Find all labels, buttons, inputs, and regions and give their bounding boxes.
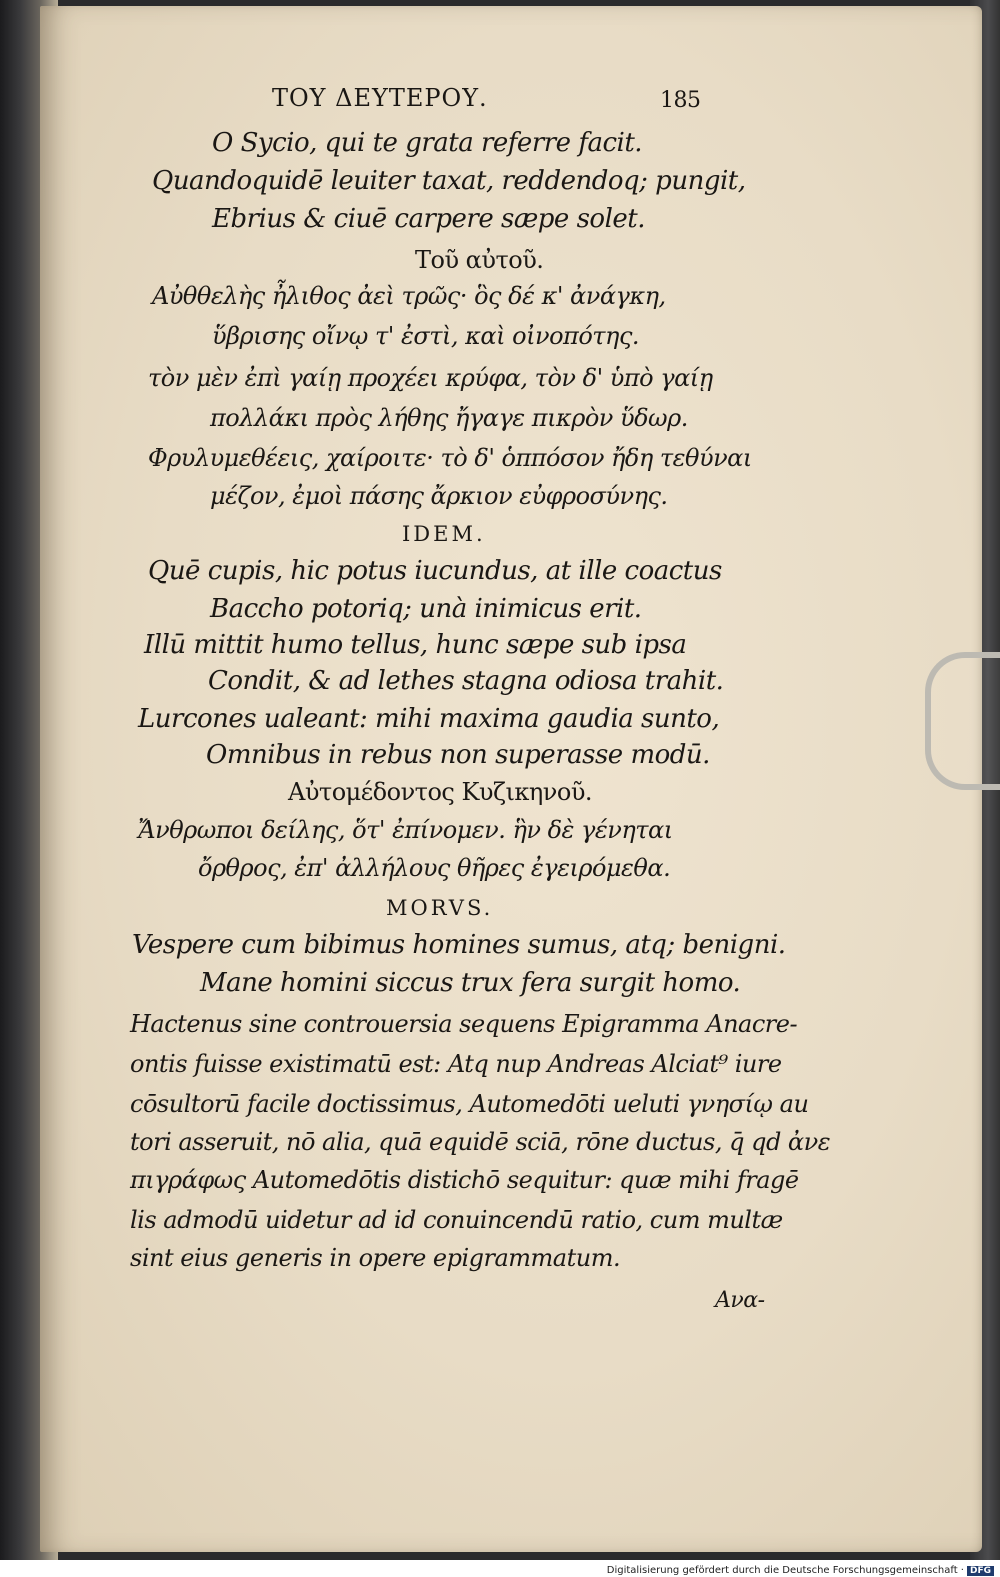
text-line: Omnibus in rebus non superasse modū. [206, 740, 710, 770]
text-line: ontis fuisse existimatū est: Atq nup Andreas Alciat⁹ iure [130, 1050, 782, 1078]
text-line: τὸν μὲν ἐπὶ γαίῃ προχέει κρύφα, τὸν δ' ὑπὸ γαίῃ [148, 364, 713, 392]
text-line: Baccho potoriq; unà inimicus erit. [210, 594, 642, 624]
book-page [40, 6, 982, 1552]
text-line: Mane homini siccus trux fera surgit homo. [200, 968, 741, 998]
text-line: πολλάκι πρὸς λήθης ἤγαγε πικρὸν ὕδωρ. [210, 404, 688, 432]
section-heading: Τοῦ αὐτοῦ. [415, 246, 544, 274]
text-line: tori asseruit, nō alia, quā equidē sciā, rōne ductus, q̄ qd ἀνε [130, 1128, 831, 1156]
text-line: Illū mittit humo tellus, hunc sæpe sub ipsa [144, 630, 687, 660]
section-heading: MORVS. [386, 896, 494, 920]
running-head: ΤΟΥ ΔΕΥΤΕΡΟΥ. [272, 84, 488, 112]
catchword: Ανα- [715, 1288, 765, 1313]
text-line: Ἄνθρωποι δείλης, ὅτ' ἐπίνομεν. ἣν δὲ γένηται [138, 816, 673, 844]
text-line: Quandoquidē leuiter taxat, reddendoq; pungit, [152, 166, 746, 196]
text-line: ὕβρισης οἴνῳ τ' ἐστὶ, καὶ οἰνοπότης. [212, 322, 640, 350]
text-line: O Sycio, qui te grata referre facit. [212, 128, 643, 158]
text-line: cōsultorū facile doctissimus, Automedōti ueluti γνησίῳ au [130, 1090, 809, 1118]
page-number: 185 [660, 88, 701, 113]
text-line: Lurcones ualeant: mihi maxima gaudia sunto, [138, 704, 720, 734]
section-heading: IDEM. [402, 522, 486, 546]
text-line: Vespere cum bibimus homines sumus, atq; benigni. [132, 930, 786, 960]
text-line: ὄρθρος, ἐπ' ἀλλήλους θῆρες ἐγειρόμεθα. [198, 854, 671, 882]
text-line: μέζον, ἐμοὶ πάσης ἄρκιον εὐφροσύνης. [210, 482, 668, 510]
text-line: sint eius generis in opere epigrammatum. [130, 1244, 621, 1272]
text-line: Condit, & ad lethes stagna odiosa trahit. [208, 666, 724, 696]
footer-credit [607, 1565, 994, 1576]
text-line: Αὐθθελὴς ἦλιθος ἀεὶ τρῶς· ὃς δέ κ' ἀνάγκη, [152, 282, 666, 310]
text-line: Ebrius & ciuē carpere sæpe solet. [212, 204, 645, 234]
footer-bar [0, 1560, 1000, 1577]
section-heading: Αὐτομέδοντος Κυζικηνοῦ. [288, 778, 593, 806]
dfg-logo: DFG [967, 1566, 994, 1576]
text-line: Quē cupis, hic potus iucundus, at ille coactus [148, 556, 722, 586]
footer-credit-text: Digitalisierung gefördert durch die Deutsche Forschungsgemeinschaft · [606, 1565, 964, 1576]
text-line: Φρυλυμεθέεις, χαίροιτε· τὸ δ' ὁππόσον ἤδη τεθύναι [148, 444, 752, 472]
text-line: lis admodū uidetur ad id conuincendū ratio, cum multæ [130, 1206, 783, 1234]
page-clip [925, 652, 1000, 790]
text-line: Hactenus sine controuersia sequens Epigramma Anacre- [130, 1010, 798, 1038]
text-line: πιγράφως Automedōtis distichō sequitur: quæ mihi fragē [130, 1166, 799, 1194]
